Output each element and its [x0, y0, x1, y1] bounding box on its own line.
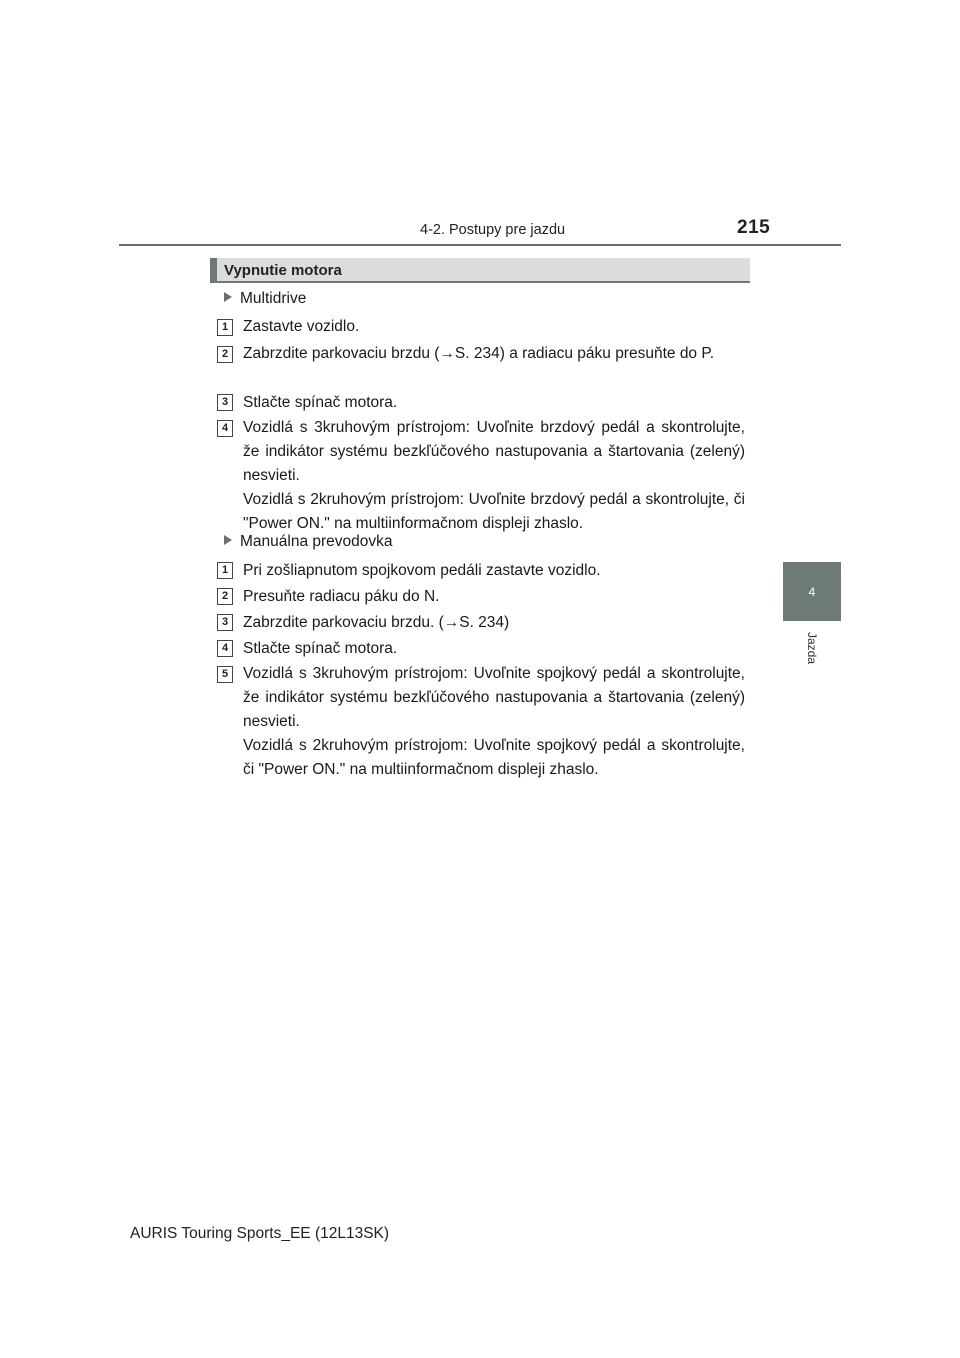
step-line: Zastavte vozidlo. — [243, 318, 360, 335]
page-number: 215 — [737, 217, 771, 238]
step-number-badge: 3 — [217, 614, 233, 631]
step-text — [243, 391, 745, 415]
step-line: Stlačte spínač motora. — [243, 394, 398, 411]
subheading-label: Manuálna prevodovka — [240, 533, 393, 550]
step-line: Stlačte spínač motora. — [243, 640, 398, 657]
step-line: Vozidlá s 2kruhovým prístrojom: Uvoľnite spojkový pedál a skontrolujte, či "Power ON." na multiinformačnom displeji zhaslo. — [243, 737, 745, 778]
running-header-section: 4-2. Postupy pre jazdu — [420, 222, 566, 238]
step-line: Zabrzdite parkovaciu brzdu (→S. 234) a radiacu páku presuňte do P. — [243, 345, 715, 362]
triangle-bullet-icon — [224, 292, 232, 302]
step-line: Zabrzdite parkovaciu brzdu. (→S. 234) — [243, 614, 510, 631]
step-number-badge: 5 — [217, 666, 233, 683]
step-text — [243, 416, 745, 536]
chapter-label: Jazda — [805, 631, 819, 665]
section-heading: Vypnutie motora — [210, 258, 750, 283]
step-number-badge: 2 — [217, 588, 233, 605]
footer-model-code: AURIS Touring Sports_EE (12L13SK) — [130, 1225, 390, 1242]
step-line: Vozidlá s 3kruhovým prístrojom: Uvoľnite spojkový pedál a skontrolujte, že indikátor systému bezkľúčového nastupovania a štartovania (zelený) nesvieti. — [243, 665, 745, 730]
step-text — [243, 585, 745, 609]
step-text — [243, 559, 745, 583]
subheading-manual-transmission — [224, 533, 393, 551]
step-text — [243, 315, 745, 339]
step-text — [243, 342, 745, 366]
chapter-label-container — [783, 628, 841, 668]
chapter-tab — [783, 562, 841, 621]
triangle-bullet-icon — [224, 535, 232, 545]
step-line: Pri zošliapnutom spojkovom pedáli zastavte vozidlo. — [243, 562, 601, 579]
step-line: Vozidlá s 2kruhovým prístrojom: Uvoľnite brzdový pedál a skontrolujte, či "Power ON." na multiinformačnom displeji zhaslo. — [243, 491, 745, 532]
step-line: Vozidlá s 3kruhovým prístrojom: Uvoľnite brzdový pedál a skontrolujte, že indikátor systému bezkľúčového nastupovania a štartovania (zelený) nesvieti. — [243, 419, 745, 484]
step-number-badge: 1 — [217, 562, 233, 579]
step-number-badge: 4 — [217, 640, 233, 657]
subheading-multidrive — [224, 290, 306, 308]
step-text — [243, 611, 745, 635]
step-number-badge: 2 — [217, 346, 233, 363]
header-divider — [119, 244, 841, 246]
step-line: Presuňte radiacu páku do N. — [243, 588, 440, 605]
step-text — [243, 662, 745, 782]
step-number-badge: 4 — [217, 420, 233, 437]
chapter-number: 4 — [808, 584, 816, 599]
step-text — [243, 637, 745, 661]
subheading-label: Multidrive — [240, 290, 307, 307]
step-number-badge: 1 — [217, 319, 233, 336]
step-number-badge: 3 — [217, 394, 233, 411]
